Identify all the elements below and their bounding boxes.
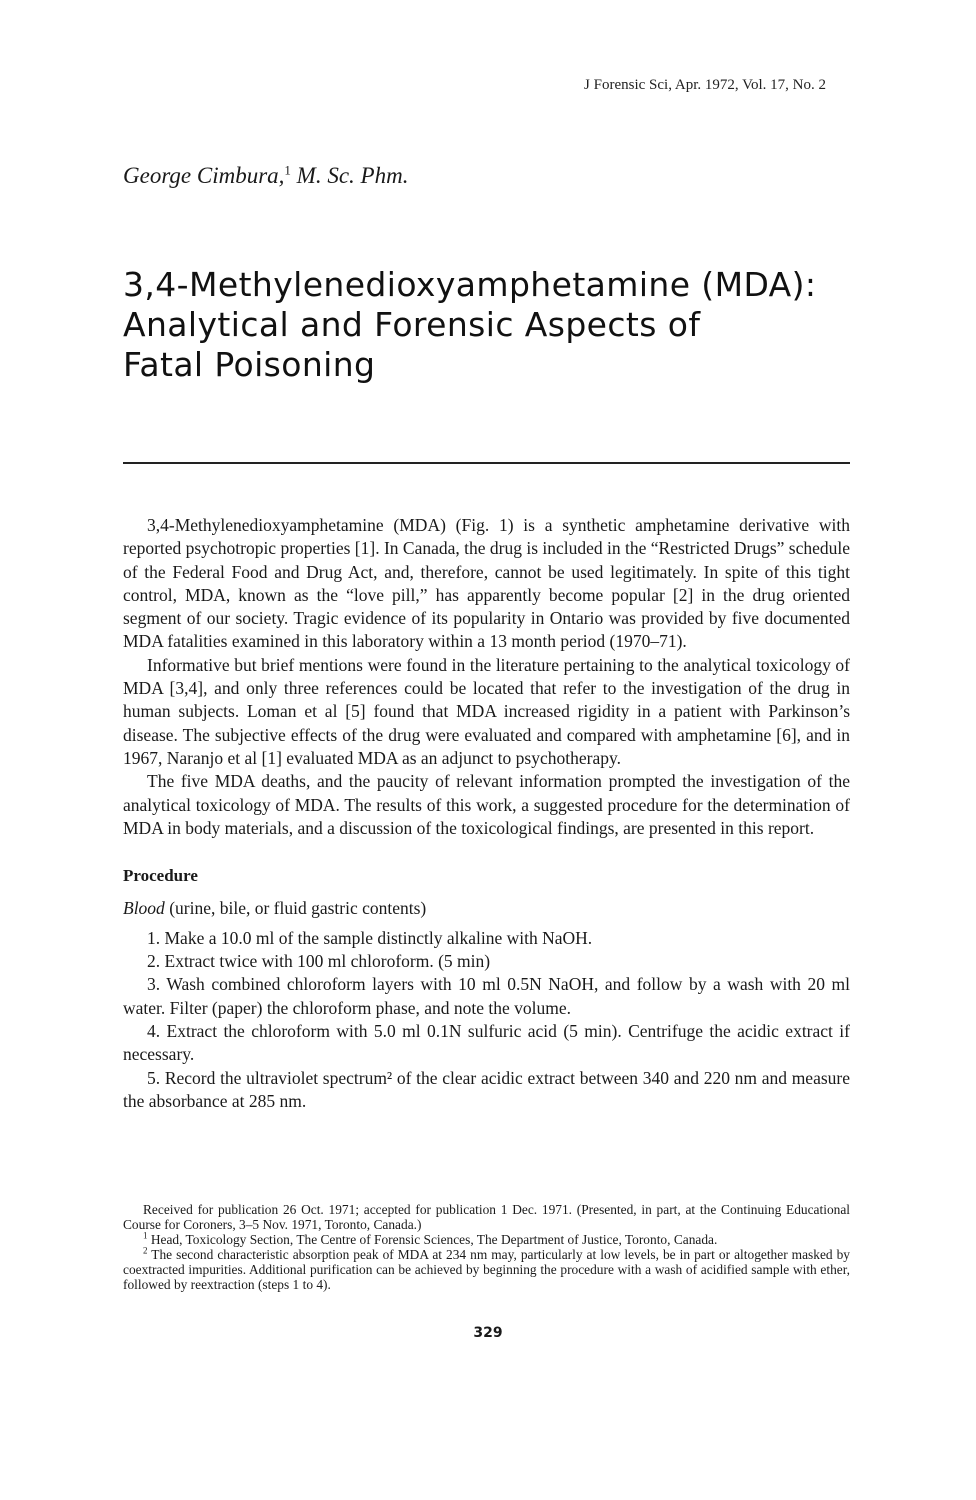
footnote-1-marker: 1 <box>143 1230 148 1241</box>
procedure-step-5: 5. Record the ultraviolet spectrum² of the clear acidic extract between 340 and 220 nm and measure the absorbance at 285 nm. <box>123 1067 850 1111</box>
footnotes <box>123 1202 850 1292</box>
page-number: 329 <box>473 1325 503 1341</box>
footnote-2-marker: 2 <box>143 1245 148 1256</box>
intro-paragraph-2: Informative but brief mentions were found in the literature pertaining to the analytical toxicology of MDA [3,4], and only three references could be located that refer to the investigation of the drug in human subjects. Loman et al [5] found that MDA increased rigidity in a patient with Parkinson’s disease. The subjective effects of the drug were evaluated and compared with amphetamine [6], and in 1967, Naranjo et al [1] evaluated MDA as an adjunct to psychotherapy. <box>123 654 850 768</box>
procedure-step-2: 2. Extract twice with 100 ml chloroform. (5 min) <box>147 951 491 972</box>
footnote-1-text: Head, Toxicology Section, The Centre of Forensic Sciences, The Department of Justice, Toronto, Canada. <box>147 1232 718 1247</box>
author-footnote-marker: 1 <box>284 162 291 178</box>
title-line-1: 3,4-Methylenedioxyamphetamine (MDA): <box>123 265 817 304</box>
footnote-2 <box>123 1247 850 1292</box>
author-line <box>123 163 408 189</box>
title-divider <box>123 462 850 464</box>
procedure-step-4: 4. Extract the chloroform with 5.0 ml 0.1N sulfuric acid (5 min). Centrifuge the acidic extract if necessary. <box>123 1020 850 1065</box>
intro-paragraph-1: 3,4-Methylenedioxyamphetamine (MDA) (Fig. 1) is a synthetic amphetamine derivative with reported psychotropic properties [1]. In Canada, the drug is included in the “Restricted Drugs” schedule of the Federal Food and Drug Act, and, therefore, cannot be used legitimately. In spite of this tight control, MDA, known as the “love pill,” has apparently become popular [2] in the drug oriented segment of our society. Tragic evidence of its popularity in Ontario was provided by five documented MDA fatalities examined in this laboratory within a 13 month period (1970–71). <box>123 515 850 652</box>
footnote-received: Received for publication 26 Oct. 1971; accepted for publication 1 Dec. 1971. (Presented, in part, at the Continuing Educational Course for Coroners, 3–5 Nov. 1971, Toronto, Canada.) <box>123 1202 850 1232</box>
author-name: George Cimbura, <box>123 163 285 188</box>
running-head: J Forensic Sci, Apr. 1972, Vol. 17, No. 2 <box>584 77 826 93</box>
footnote-2-text: The second characteristic absorption peak of MDA at 234 nm may, particularly at low levels, be in part or altogether masked by coextracted impurities. Additional purification can be achieved by beginning the procedure with a wash of acidified sample with ether, followed by reextraction (steps 1 to 4). <box>123 1247 850 1292</box>
procedure-sample-line <box>123 897 850 920</box>
procedure-step-3: 3. Wash combined chloroform layers with 10 ml 0.5N NaOH, and follow by a wash with 20 ml water. Filter (paper) the chloroform phase, and note the volume. <box>123 974 850 1018</box>
intro-paragraph-3: The five MDA deaths, and the paucity of relevant information prompted the investigation of the analytical toxicology of MDA. The results of this work, a suggested procedure for the determination of MDA in body materials, and a discussion of the toxicological findings, are presented in this report. <box>123 771 850 838</box>
footnote-1 <box>123 1232 850 1247</box>
article-title <box>123 265 863 385</box>
procedure-sample-label: Blood <box>123 898 165 919</box>
title-line-2: Analytical and Forensic Aspects of <box>123 305 701 344</box>
procedure-heading: Procedure <box>123 866 198 886</box>
article-body <box>123 514 850 1113</box>
procedure-sample-detail: (urine, bile, or fluid gastric contents) <box>164 898 427 919</box>
title-line-3: Fatal Poisoning <box>123 345 376 384</box>
author-degree: M. Sc. Phm. <box>290 163 409 188</box>
procedure-step-1: 1. Make a 10.0 ml of the sample distinctly alkaline with NaOH. <box>147 927 593 948</box>
